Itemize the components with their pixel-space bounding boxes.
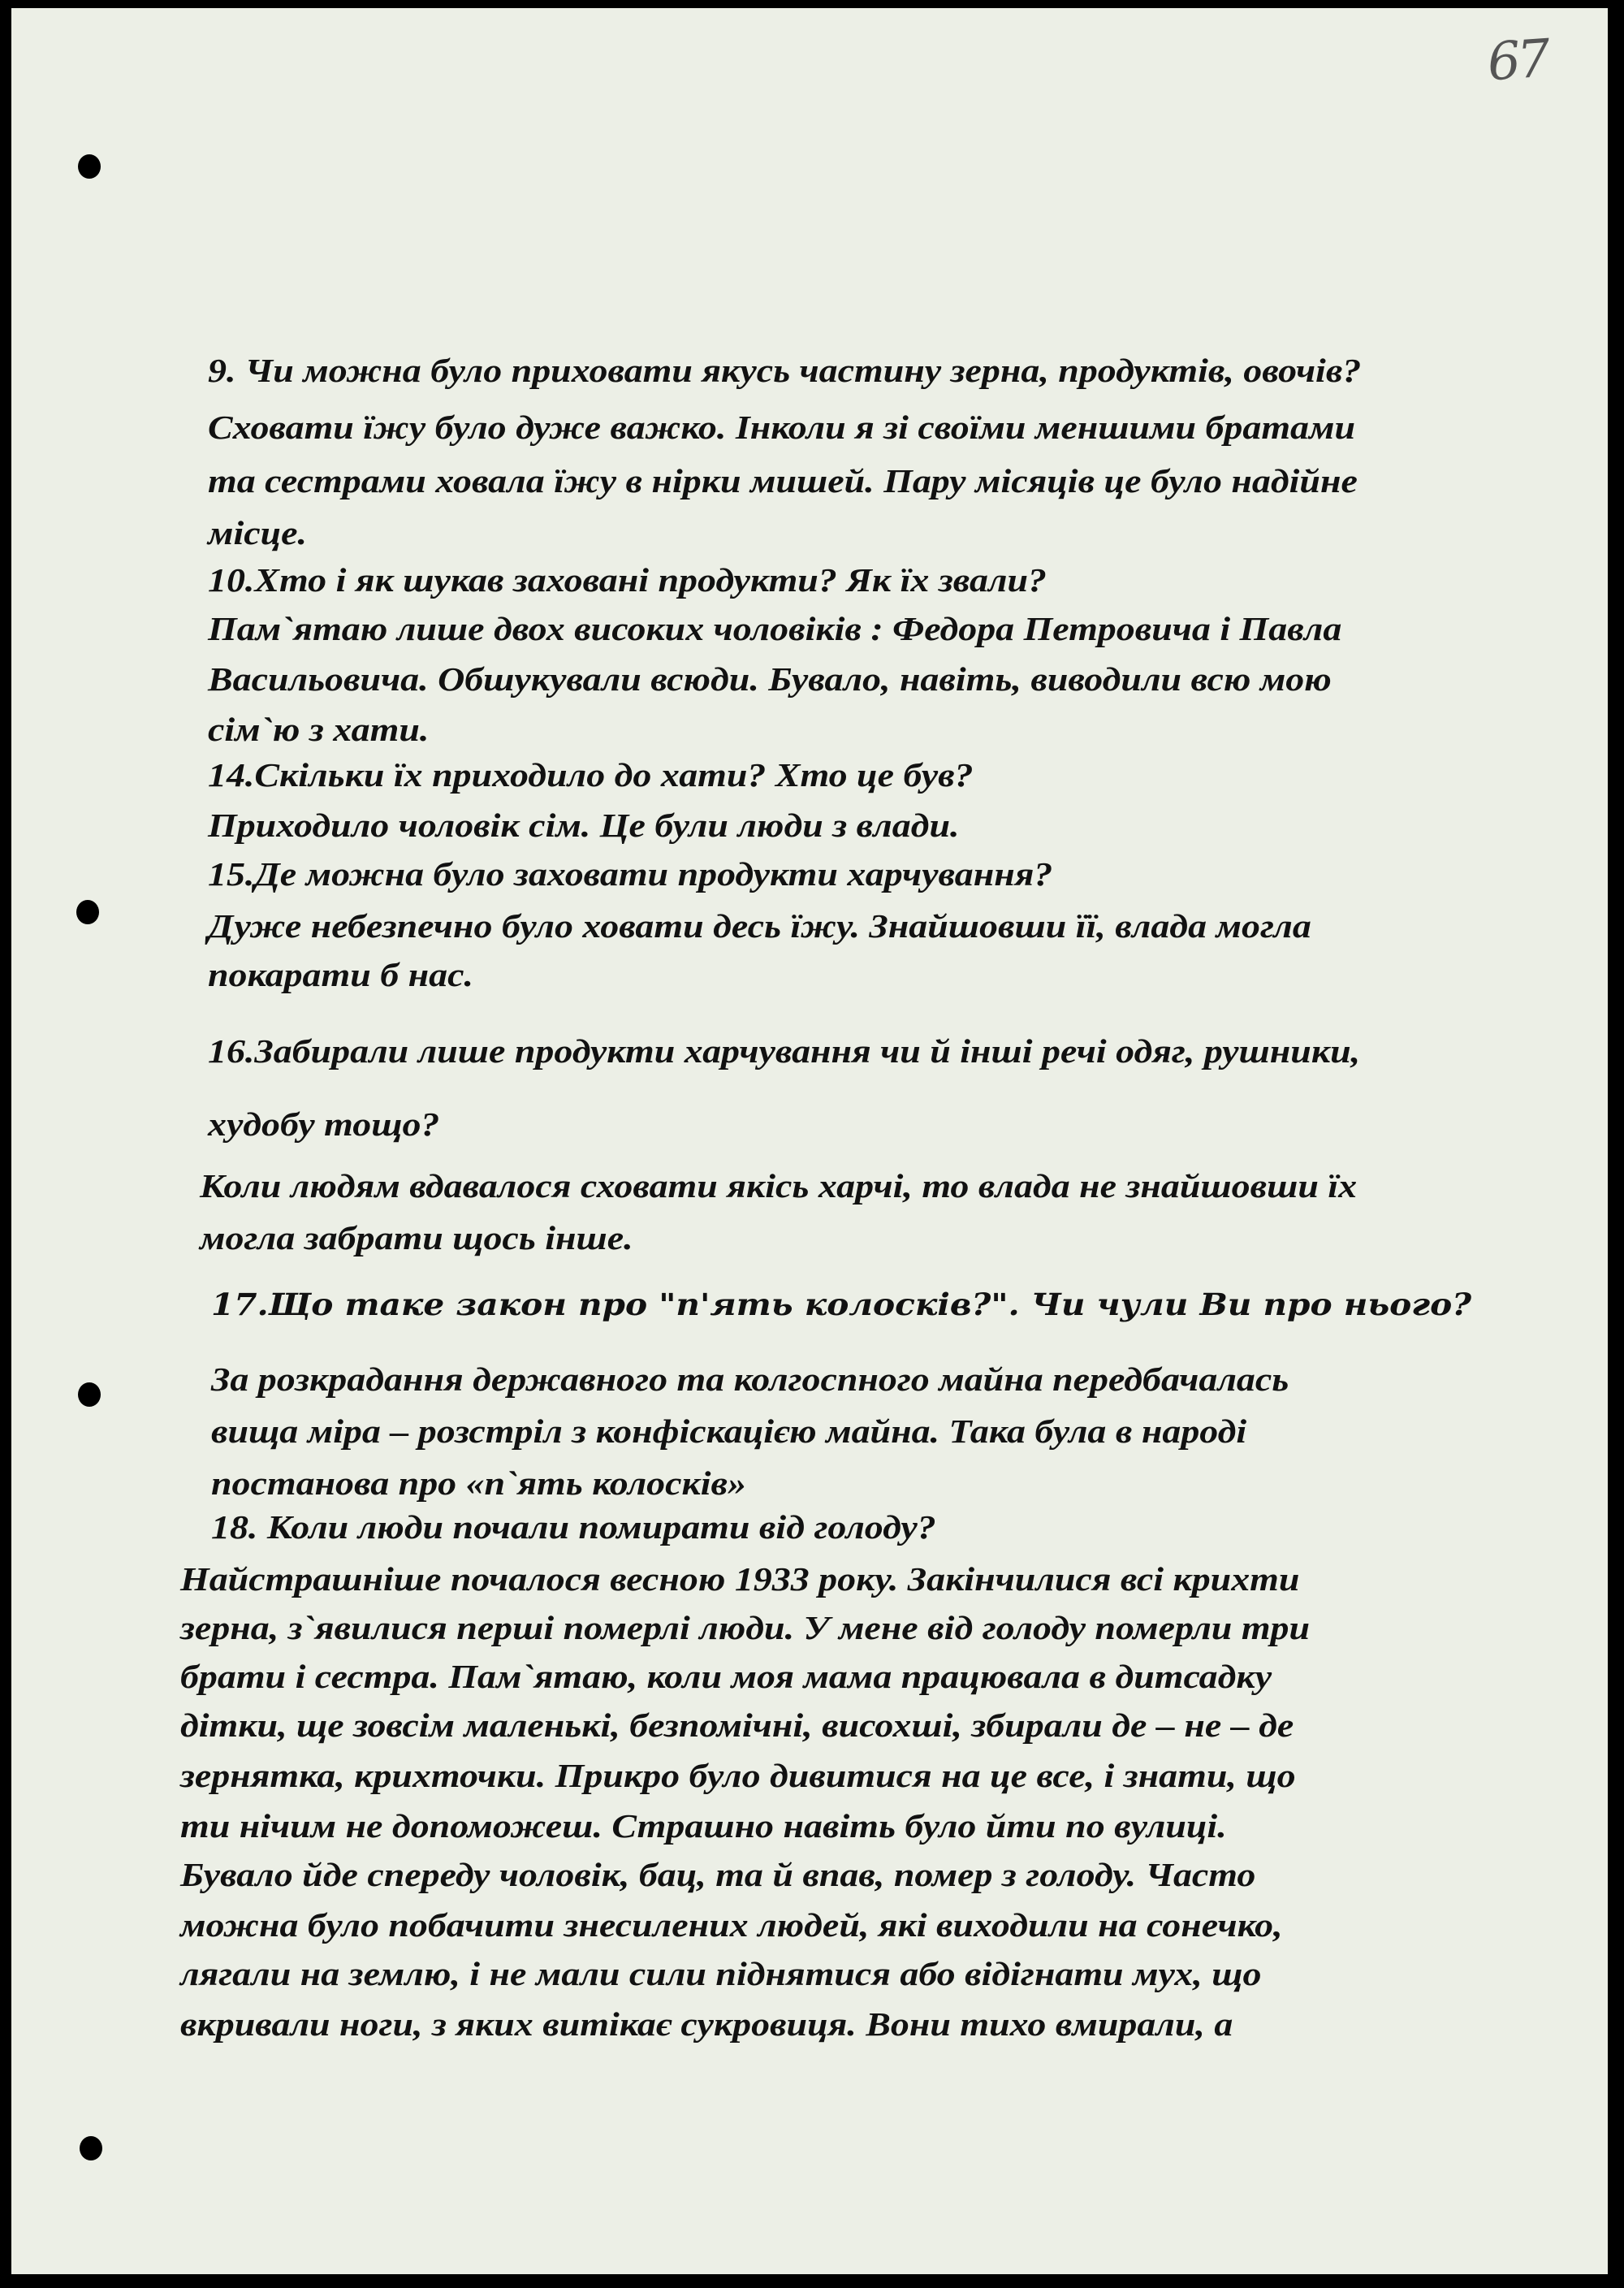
text-line-answer: лягали на землю, і не мали сили піднятися або відігнати мух, що (180, 1955, 1262, 1992)
text-line-answer: Пам`ятаю лише двох високих чоловіків : Федора Петровича і Павла (208, 610, 1342, 647)
text-line-answer: зерна, з`явилися перші померлі люди. У мене від голоду померли три (180, 1609, 1311, 1646)
text-line-answer: Сховати їжу було дуже важко. Інколи я зі своїми меншими братами (208, 409, 1356, 446)
text-line-answer: Найстрашніше почалося весною 1933 року. Закінчилися всі крихти (180, 1560, 1300, 1598)
binder-hole (80, 2136, 102, 2160)
binder-hole (78, 1382, 101, 1407)
text-line-answer: Приходило чоловік сім. Це були люди з влади. (208, 807, 960, 844)
text-line-answer: дітки, ще зовсім маленькі, безпомічні, висохші, збирали де – не – де (180, 1706, 1294, 1744)
text-line-answer: можна було побачити знесилених людей, які виходили на сонечко, (180, 1906, 1283, 1944)
text-line-question: 9. Чи можна було приховати якусь частину зерна, продуктів, овочів? (208, 352, 1362, 389)
text-line-answer: вища міра – розстріл з конфіскацією майна. Така була в народі (211, 1412, 1247, 1450)
text-line-answer: покарати б нас. (208, 956, 473, 993)
text-line-question: 18. Коли люди почали помирати від голоду? (211, 1508, 936, 1546)
binder-hole (76, 900, 99, 924)
text-line-answer: місце. (208, 514, 308, 551)
binder-hole (78, 154, 101, 179)
document-page (11, 8, 1608, 2274)
text-line-answer: сім`ю з хати. (208, 711, 430, 748)
text-line-answer: Дуже небезпечно було ховати десь їжу. Знайшовши її, влада могла (208, 907, 1311, 945)
text-line-answer: Коли людям вдавалося сховати якісь харчі, то влада не знайшовши їх (200, 1167, 1358, 1205)
text-line-question: 14.Скільки їх приходило до хати? Хто це був? (208, 756, 974, 794)
text-line-answer: зернятка, крихточки. Прикро було дивитися на це все, і знати, що (180, 1757, 1296, 1794)
text-line-answer: За розкрадання державного та колгоспного майна передбачалась (211, 1360, 1289, 1398)
text-line-question: 17.Що таке закон про "п'ять колосків?". Чи чули Ви про нього? (211, 1287, 1472, 1322)
text-line-question: худобу тощо? (208, 1105, 440, 1143)
text-line-answer: ти нічим не допоможеш. Страшно навіть було йти по вулиці. (180, 1807, 1227, 1845)
text-line-answer: могла забрати щось інше. (200, 1219, 633, 1256)
text-line-answer: та сестрами ховала їжу в нірки мишей. Пару місяців це було надійне (208, 462, 1358, 500)
text-line-answer: постанова про «п`ять колосків» (211, 1464, 746, 1502)
text-line-answer: Васильовича. Обшукували всюди. Бувало, навіть, виводили всю мою (208, 660, 1332, 698)
text-line-question: 10.Хто і як шукав заховані продукти? Як їх звали? (208, 561, 1047, 599)
text-line-answer: брати і сестра. Пам`ятаю, коли моя мама працювала в дитсадку (180, 1658, 1272, 1695)
text-line-answer: вкривали ноги, з яких витікає сукровиця. Вони тихо вмирали, а (180, 2005, 1233, 2043)
text-line-question: 15.Де можна було заховати продукти харчування? (208, 855, 1053, 893)
text-line-answer: Бувало йде спереду чоловік, бац, та й впав, помер з голоду. Часто (180, 1856, 1256, 1893)
text-line-question: 16.Забирали лише продукти харчування чи й інші речі одяг, рушники, (208, 1032, 1361, 1070)
handwritten-page-number: 67 (1485, 28, 1549, 93)
